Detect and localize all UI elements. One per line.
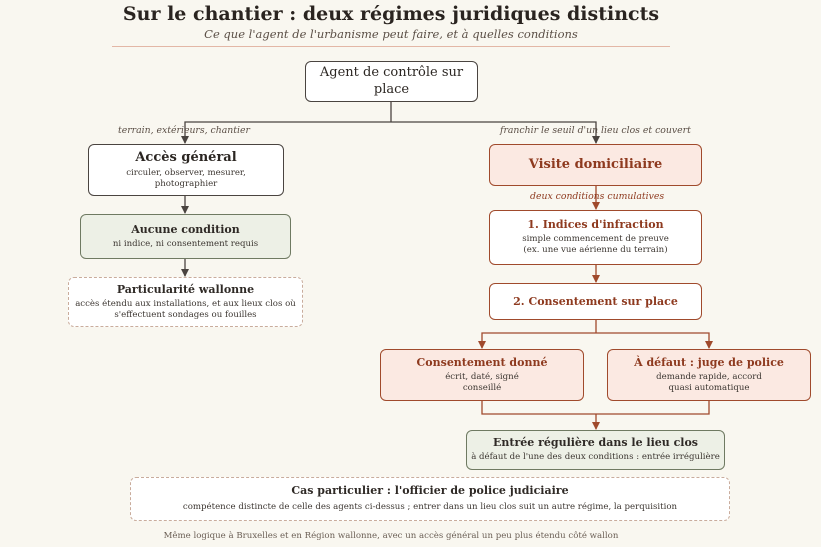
node-walloon-desc: accès étendu aux installations, et aux lieux clos où s'effectuent sondages ou fouilles [75, 298, 296, 320]
page-subtitle: Ce que l'agent de l'urbanisme peut faire, et à quelles conditions [204, 27, 578, 41]
node-officer-title: Cas particulier : l'officier de police judiciaire [291, 484, 569, 498]
node-general-desc: circuler, observer, mesurer, photographier [126, 167, 246, 190]
node-walloon [68, 277, 303, 327]
node-police-judge [607, 349, 811, 401]
edge-judge-merge [596, 401, 709, 414]
node-home-visit [489, 144, 702, 186]
node-indices-title: 1. Indices d'infraction [527, 218, 664, 232]
edge-label-cumulative: deux conditions cumulatives [530, 191, 665, 202]
node-consent-given [380, 349, 584, 401]
node-officer [130, 477, 730, 521]
edge-label-left: terrain, extérieurs, chantier [118, 125, 250, 136]
node-regular-entry [466, 430, 725, 470]
node-home-visit-title: Visite domiciliaire [528, 156, 663, 172]
footer-note: Même logique à Bruxelles et en Région wallonne, avec un accès général un peu plus étendu côté wallon [163, 531, 619, 541]
node-no-condition [80, 214, 291, 259]
node-no-condition-desc: ni indice, ni consentement requis [112, 238, 259, 249]
edge-given-merge [482, 401, 596, 414]
node-regular-entry-desc: à défaut de l'une des deux conditions : entrée irrégulière [471, 452, 720, 463]
node-consent-given-desc: écrit, daté, signé conseillé [445, 371, 519, 393]
node-no-condition-title: Aucune condition [131, 222, 240, 236]
node-general [88, 144, 284, 196]
node-police-judge-desc: demande rapide, accord quasi automatique [656, 371, 762, 393]
node-consent [489, 283, 702, 320]
node-consent-title: 2. Consentement sur place [513, 294, 678, 308]
edge-label-right: franchir le seuil d'un lieu clos et couvert [500, 125, 691, 136]
node-officer-desc: compétence distincte de celle des agents ci-dessus ; entrer dans un lieu clos suit un autre régime, la perquisition [182, 502, 678, 513]
node-root [305, 61, 478, 102]
node-police-judge-title: À défaut : juge de police [634, 355, 784, 369]
node-walloon-title: Particularité wallonne [116, 282, 255, 296]
node-consent-given-title: Consentement donné [416, 355, 548, 369]
node-indices [489, 210, 702, 265]
edge-consent-to-judge [596, 333, 709, 348]
page-title: Sur le chantier : deux régimes juridiques distincts [122, 3, 660, 25]
edge-consent-to-given [482, 333, 596, 348]
node-root-title: Agent de contrôle sur place [319, 65, 464, 97]
node-indices-desc: simple commencement de preuve (ex. une vue aérienne du terrain) [522, 234, 669, 256]
node-regular-entry-title: Entrée régulière dans le lieu clos [493, 436, 698, 450]
node-general-title: Accès général [135, 149, 237, 165]
